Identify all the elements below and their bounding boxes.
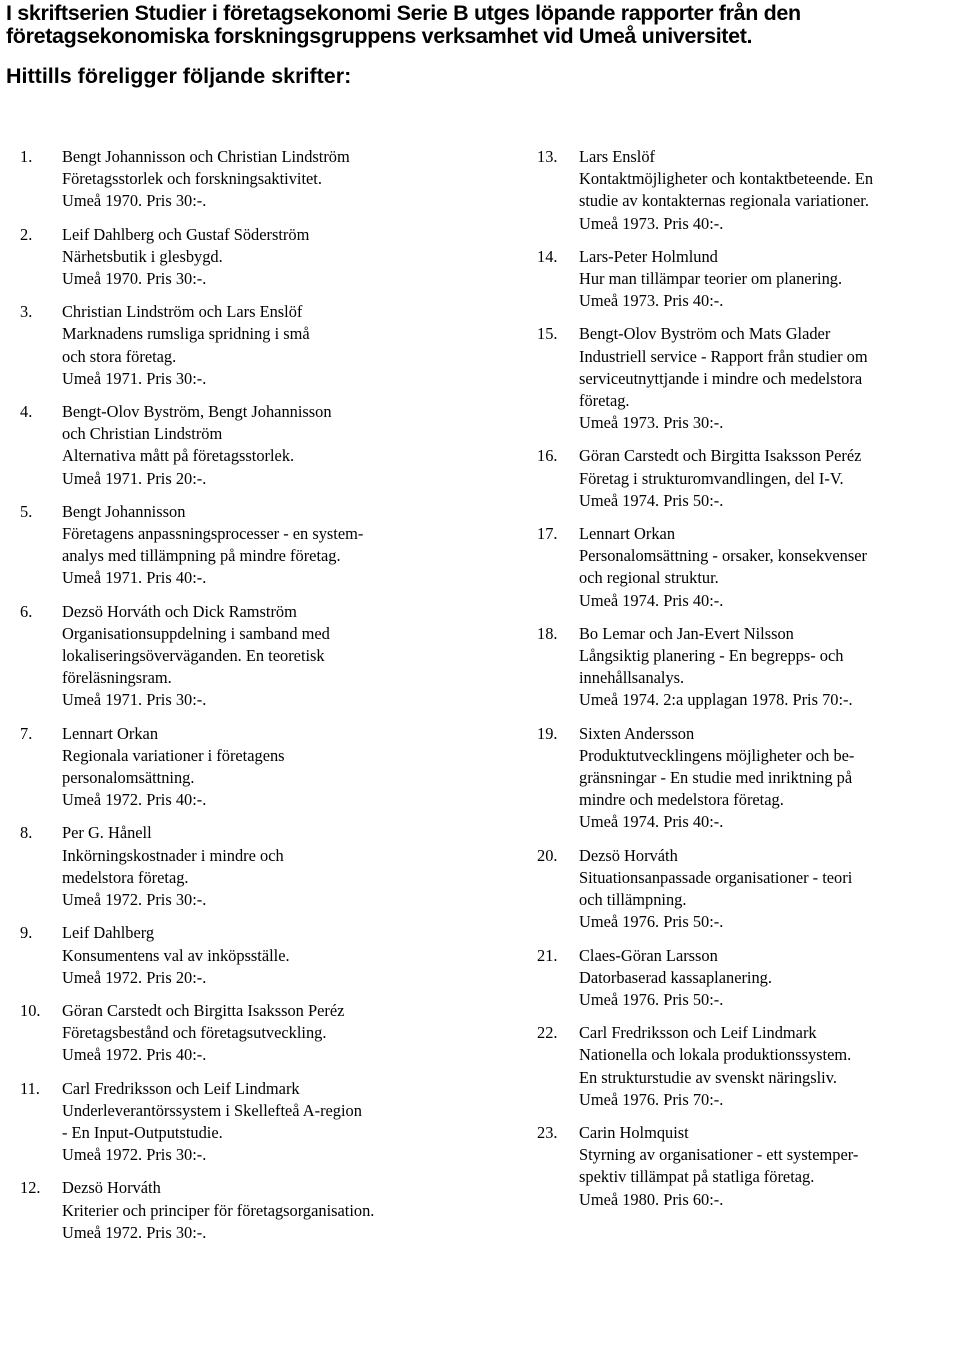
entry-line: Umeå 1980. Pris 60:-. [579, 1189, 724, 1209]
entry-line: Situationsanpassade organisationer - teori [579, 867, 853, 887]
entry-text [579, 445, 957, 512]
publication-list-left [20, 146, 490, 1255]
entry-number: 20. [537, 845, 558, 865]
publication-entry [537, 146, 957, 235]
entry-line: Konsumentens val av inköpsställe. [62, 945, 290, 965]
entry-line: spektiv tillämpat på statliga företag. [579, 1167, 815, 1187]
entry-number: 19. [537, 723, 558, 743]
entry-line: och stora företag. [62, 346, 177, 366]
entry-line: Alternativa mått på företagsstorlek. [62, 446, 295, 466]
intro-paragraph [6, 2, 956, 48]
entry-line: serviceutnyttjande i mindre och medelstora [579, 368, 863, 388]
entry-line: Umeå 1970. Pris 30:-. [62, 269, 207, 289]
entry-text [579, 523, 957, 612]
entry-line: studie av kontakternas regionala variationer. [579, 191, 869, 211]
publication-entry [537, 445, 957, 512]
entry-authors: Carin Holmquist [579, 1122, 689, 1142]
entry-line: Styrning av organisationer - ett systemper- [579, 1145, 859, 1165]
entry-number: 6. [20, 601, 33, 621]
publication-entry [20, 224, 490, 291]
entry-line: Långsiktig planering - En begrepps- och [579, 646, 844, 666]
entry-authors: Bengt-Olov Byström och Mats Glader [579, 324, 831, 344]
entry-authors: Bengt-Olov Byström, Bengt Johannisson [62, 402, 332, 422]
entry-authors: Lars Enslöf [579, 147, 656, 166]
entry-authors: Lars-Peter Holmlund [579, 246, 718, 266]
entry-authors: Carl Fredriksson och Leif Lindmark [579, 1023, 817, 1043]
entry-number: 9. [20, 923, 33, 943]
publication-entry [537, 323, 957, 434]
publication-entry [537, 845, 957, 934]
entry-number: 12. [20, 1178, 41, 1198]
publication-entry [20, 723, 490, 812]
entry-authors: Claes-Göran Larsson [579, 945, 718, 965]
publication-entry [537, 1122, 957, 1211]
entry-authors: Bo Lemar och Jan-Evert Nilsson [579, 623, 794, 643]
entry-line: Umeå 1972. Pris 40:-. [62, 790, 207, 810]
entry-text [62, 224, 490, 291]
entry-line: Organisationsuppdelning i samband med [62, 623, 330, 643]
entry-number: 7. [20, 723, 33, 743]
publication-list-right [537, 146, 957, 1222]
entry-line: föreläsningsram. [62, 668, 172, 688]
entry-line: Hur man tillämpar teorier om planering. [579, 269, 843, 289]
entry-authors: Sixten Andersson [579, 723, 695, 743]
entry-line: innehållsanalys. [579, 668, 685, 688]
entry-text [62, 822, 490, 911]
publication-entry [20, 601, 490, 712]
publication-entry [20, 146, 490, 213]
entry-line: Umeå 1971. Pris 40:-. [62, 568, 207, 588]
entry-number: 21. [537, 945, 558, 965]
entry-text [579, 623, 957, 712]
entry-line: Företagsstorlek och forskningsaktivitet. [62, 169, 322, 189]
entry-authors: Leif Dahlberg [62, 923, 155, 943]
entry-line: Underleverantörssystem i Skellefteå A-region [62, 1100, 362, 1120]
entry-text [579, 723, 957, 834]
entry-line: Umeå 1973. Pris 40:-. [579, 291, 724, 311]
entry-number: 13. [537, 147, 558, 166]
entry-line: Umeå 1974. 2:a upplagan 1978. Pris 70:-. [579, 690, 853, 710]
publication-entry [20, 501, 490, 590]
entry-line: Inkörningskostnader i mindre och [62, 845, 284, 865]
entry-authors: Lennart Orkan [579, 524, 676, 544]
entry-number: 15. [537, 324, 558, 344]
entry-line: Umeå 1972. Pris 30:-. [62, 1145, 207, 1165]
entry-text [62, 401, 490, 490]
entry-number: 14. [537, 246, 558, 266]
entry-line: Företagsbestånd och företagsutveckling. [62, 1023, 327, 1043]
publication-entry [537, 623, 957, 712]
entry-text [62, 601, 490, 712]
entry-authors: Dezsö Horváth och Dick Ramström [62, 601, 297, 621]
entry-line: medelstora företag. [62, 867, 189, 887]
publication-entry [20, 1000, 490, 1067]
entry-number: 22. [537, 1023, 558, 1043]
list-heading: Hittills föreligger följande skrifter: [6, 64, 352, 88]
entry-line: lokaliseringsöverväganden. En teoretisk [62, 646, 325, 666]
entry-line: Umeå 1973. Pris 30:-. [579, 413, 724, 433]
entry-authors: Dezsö Horváth [579, 845, 678, 865]
entry-line: En strukturstudie av svenskt näringsliv. [579, 1067, 837, 1087]
publication-entry [20, 1078, 490, 1167]
entry-number: 5. [20, 501, 33, 521]
publication-entry [20, 401, 490, 490]
entry-line: Umeå 1971. Pris 30:-. [62, 368, 207, 388]
entry-line: Umeå 1972. Pris 30:-. [62, 890, 207, 910]
entry-line: Kriterier och principer för företagsorganisation. [62, 1200, 375, 1220]
publication-entry [20, 301, 490, 390]
entry-text [62, 922, 490, 989]
entry-number: 2. [20, 224, 33, 244]
entry-number: 4. [20, 402, 33, 422]
entry-authors: Bengt Johannisson [62, 501, 186, 521]
entry-line: Företagens anpassningsprocesser - en system- [62, 524, 364, 544]
publication-entry [20, 822, 490, 911]
entry-authors: Bengt Johannisson och Christian Lindström [62, 147, 350, 166]
entry-text [62, 301, 490, 390]
entry-text [579, 323, 957, 434]
entry-text [62, 501, 490, 590]
entry-text [62, 1177, 490, 1244]
entry-line: Datorbaserad kassaplanering. [579, 967, 772, 987]
entry-line: personalomsättning. [62, 768, 195, 788]
entry-line: gränsningar - En studie med inriktning på [579, 768, 853, 788]
entry-line: Industriell service - Rapport från studier om [579, 346, 868, 366]
entry-text [62, 146, 490, 213]
entry-line: Umeå 1971. Pris 30:-. [62, 690, 207, 710]
entry-text [579, 246, 957, 313]
entry-text [62, 1000, 490, 1067]
entry-text [579, 845, 957, 934]
publication-entry [537, 945, 957, 1012]
intro-line: I skriftserien Studier i företagsekonomi Serie B utges löpande rapporter från den [6, 1, 801, 25]
entry-line: Närhetsbutik i glesbygd. [62, 246, 223, 266]
entry-text [579, 146, 957, 235]
entry-number: 18. [537, 623, 558, 643]
publication-entry [537, 723, 957, 834]
entry-number: 16. [537, 446, 558, 466]
entry-line: Regionala variationer i företagens [62, 745, 285, 765]
entry-line: Nationella och lokala produktionssystem. [579, 1045, 852, 1065]
entry-line: Kontaktmöjligheter och kontaktbeteende. En [579, 169, 874, 189]
entry-line: Produktutvecklingens möjligheter och be- [579, 745, 855, 765]
publication-entry [20, 1177, 490, 1244]
entry-text [62, 723, 490, 812]
entry-authors: Lennart Orkan [62, 723, 159, 743]
entry-authors: Carl Fredriksson och Leif Lindmark [62, 1078, 300, 1098]
entry-number: 11. [20, 1078, 40, 1098]
entry-line: - En Input-Outputstudie. [62, 1122, 223, 1142]
entry-number: 8. [20, 823, 33, 843]
entry-line: Marknadens rumsliga spridning i små [62, 324, 310, 344]
publication-entry [537, 1022, 957, 1111]
entry-text [579, 1022, 957, 1111]
entry-line: och Christian Lindström [62, 424, 223, 444]
entry-authors: Per G. Hånell [62, 823, 152, 843]
entry-line: Umeå 1976. Pris 50:-. [579, 989, 724, 1009]
intro-line: företagsekonomiska forskningsgruppens verksamhet vid Umeå universitet. [6, 24, 753, 48]
entry-text [579, 1122, 957, 1211]
entry-line: Personalomsättning - orsaker, konsekvenser [579, 546, 867, 566]
entry-line: Företag i strukturomvandlingen, del I-V. [579, 468, 844, 488]
entry-line: Umeå 1972. Pris 30:-. [62, 1222, 207, 1242]
entry-line: analys med tillämpning på mindre företag. [62, 546, 341, 566]
entry-number: 10. [20, 1000, 41, 1020]
entry-text [62, 1078, 490, 1167]
entry-line: Umeå 1974. Pris 40:-. [579, 812, 724, 832]
publication-entry [20, 922, 490, 989]
entry-line: företag. [579, 391, 630, 411]
entry-line: Umeå 1976. Pris 50:-. [579, 912, 724, 932]
publication-entry [537, 523, 957, 612]
entry-authors: Göran Carstedt och Birgitta Isaksson Peréz [62, 1000, 345, 1020]
entry-number: 3. [20, 302, 33, 322]
entry-line: Umeå 1974. Pris 50:-. [579, 490, 724, 510]
publication-entry [537, 246, 957, 313]
entry-number: 23. [537, 1122, 558, 1142]
entry-line: Umeå 1970. Pris 30:-. [62, 191, 207, 211]
entry-line: Umeå 1971. Pris 20:-. [62, 468, 207, 488]
entry-number: 1. [20, 147, 33, 166]
entry-line: och tillämpning. [579, 890, 687, 910]
entry-line: Umeå 1974. Pris 40:-. [579, 590, 724, 610]
entry-line: och regional struktur. [579, 568, 719, 588]
entry-line: Umeå 1973. Pris 40:-. [579, 213, 724, 233]
entry-number: 17. [537, 524, 558, 544]
entry-authors: Dezsö Horváth [62, 1178, 161, 1198]
entry-line: Umeå 1972. Pris 20:-. [62, 967, 207, 987]
entry-authors: Göran Carstedt och Birgitta Isaksson Peréz [579, 446, 862, 466]
entry-authors: Christian Lindström och Lars Enslöf [62, 302, 303, 322]
entry-line: mindre och medelstora företag. [579, 790, 784, 810]
entry-line: Umeå 1976. Pris 70:-. [579, 1089, 724, 1109]
entry-authors: Leif Dahlberg och Gustaf Söderström [62, 224, 310, 244]
entry-line: Umeå 1972. Pris 40:-. [62, 1045, 207, 1065]
entry-text [579, 945, 957, 1012]
